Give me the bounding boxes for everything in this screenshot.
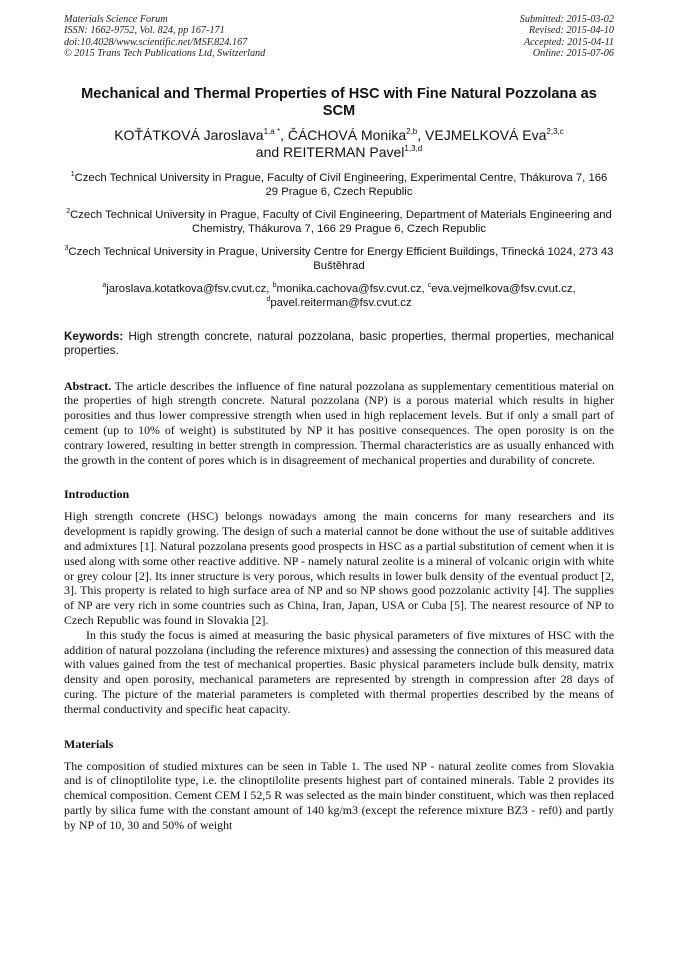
date-accepted: Accepted: 2015-04-11: [523, 36, 614, 48]
email-link[interactable]: eva.vejmelkova@fsv.cvut.cz,: [431, 282, 576, 295]
journal-doi: doi:10.4028/www.scientific.net/MSF.824.167: [64, 36, 248, 48]
email-link[interactable]: jaroslava.kotatkova@fsv.cvut.cz,: [106, 282, 273, 295]
author-list: [64, 127, 614, 162]
author-name: ČÁCHOVÁ Monika: [287, 126, 407, 143]
paragraph: High strength concrete (HSC) belongs nowadays among the main concerns for many researchers and its development is rapidly growing. The design of such a material cannot be done without the use of suitable additives and admixtures [1]. Natural pozzolana presents good prospects in HSC as a partial substitution of cement when it is used along with some other reactive additive. NP - namely natural zeolite is a mineral of volcanic origin with white or grey colour [2]. Its inner structure is very porous, which results in lower bulk density of the eventual product [2, 3]. This property is related to high surface area of NP and so NP shows good pozzolanic activity [4]. The supplies of NP are very rich in some countries such as China, Iran, Japan, USA or Cuba [5]. The nearest resource of NP to Czech Republic was found in Slovakia [2].: [64, 509, 614, 627]
email-mark: d: [266, 295, 271, 303]
publication-dates: [520, 14, 614, 60]
abstract: [64, 379, 614, 468]
email-mark: a: [102, 281, 107, 289]
abstract-text: The article describes the influence of fine natural pozzolana as supplementary cementitious material on the properties of high strength concrete. Natural pozzolana (NP) is a porous material which results in higher porosities and thus lower compressive strength when used in high replacement levels. But if only a small part of cement (up to 10% of weight) is substituted by NP it has positive consequences. The open porosity is on the contrary lowered, resulting in better strength in compression. Thermal characteristics are as usually enhanced with the growth in the content of pores which is in disagreement of mechanical properties and durability of concrete.: [64, 378, 614, 467]
affiliation-mark: 3: [64, 244, 69, 252]
paragraph: In this study the focus is aimed at measuring the basic physical parameters of five mixtures of HSC with the addition of natural pozzolana (including the reference mixtures) and assessing the connection of this measured data with values gained from the test of mechanical properties. Basic physical parameters include bulk density, matrix density and open porosity, mechanical parameters are represented by strength in compression after 28 days of curing. The picture of the material parameters is completed with thermal properties described by the means of thermal conductivity and specific heat capacity.: [64, 627, 614, 716]
author-affiliation-mark: 2,b: [406, 126, 418, 136]
affiliation-text: Czech Technical University in Prague, Faculty of Civil Engineering, Experimental Centre, Thákurova 7, 166 29 Prague 6, Czech Republic: [74, 171, 608, 198]
paragraph: The composition of studied mixtures can be seen in Table 1. The used NP - natural zeolite comes from Slovakia and is of clinoptilolite type, i.e. the clinoptilolite presents highest part of contained minerals. Table 2 provides its chemical composition. Cement CEM I 52,5 R was selected as the main binder constituent, which was then replaced partly by silica fume with the constant amount of 140 kg/m3 (except the reference mixture BZ3 - ref0) and partly by NP of 10, 30 and 50% of weight: [64, 758, 614, 832]
author-name: KOŤÁTKOVÁ Jaroslava: [114, 126, 264, 143]
keywords-text: High strength concrete, natural pozzolana, basic properties, thermal properties, mechanical properties.: [64, 329, 614, 358]
affiliation-text: Czech Technical University in Prague, University Centre for Energy Efficient Buildings, Třinecká 1024, 273 43 Buštěhrad: [68, 245, 614, 272]
materials-body: [64, 759, 614, 833]
abstract-label: Abstract.: [64, 378, 112, 393]
affiliation-text: Czech Technical University in Prague, Faculty of Civil Engineering, Department of Materials Engineering and Chemistry, Thákurova 7, 166 29 Prague 6, Czech Republic: [70, 208, 612, 235]
keywords: [64, 330, 614, 359]
journal-info: [64, 14, 265, 60]
section-heading-materials: Materials: [64, 736, 114, 751]
journal-name: Materials Science Forum: [64, 14, 168, 25]
affiliation: [64, 171, 614, 199]
date-submitted: Submitted: 2015-03-02: [519, 14, 614, 25]
email-mark: b: [272, 281, 277, 289]
author-affiliation-mark: 1,3,d: [404, 144, 423, 154]
author-affiliation-mark: 2,3,c: [546, 126, 564, 136]
paper-title: Mechanical and Thermal Properties of HSC with Fine Natural Pozzolana as SCM: [81, 85, 597, 120]
author-conjunction: and: [255, 144, 284, 161]
author-affiliation-mark: 1,a *: [263, 126, 281, 136]
affiliation: [64, 245, 614, 273]
affiliation-mark: 1: [70, 170, 75, 178]
journal-copyright: © 2015 Trans Tech Publications Ltd, Switzerland: [64, 48, 266, 60]
email-link[interactable]: monika.cachova@fsv.cvut.cz,: [276, 282, 428, 295]
journal-issn: ISSN: 1662-9752, Vol. 824, pp 167-171: [64, 25, 225, 37]
author-name: REITERMAN Pavel: [283, 144, 405, 161]
keywords-label: Keywords:: [64, 329, 124, 343]
affiliation-mark: 2: [66, 207, 71, 215]
email-link[interactable]: pavel.reiterman@fsv.cvut.cz: [270, 296, 412, 309]
date-revised: Revised: 2015-04-10: [528, 25, 614, 37]
email-mark: c: [427, 281, 432, 289]
affiliation: [64, 208, 614, 236]
author-name: VEJMELKOVÁ Eva: [425, 126, 547, 143]
introduction-body: [64, 509, 614, 716]
author-emails: [64, 282, 614, 310]
section-heading-introduction: Introduction: [64, 487, 130, 502]
author-separator: ,: [417, 126, 426, 143]
date-online: Online: 2015-07-06: [532, 48, 614, 60]
paper-page: [64, 14, 614, 833]
author-separator: ,: [280, 126, 288, 143]
publication-header: [64, 14, 614, 60]
